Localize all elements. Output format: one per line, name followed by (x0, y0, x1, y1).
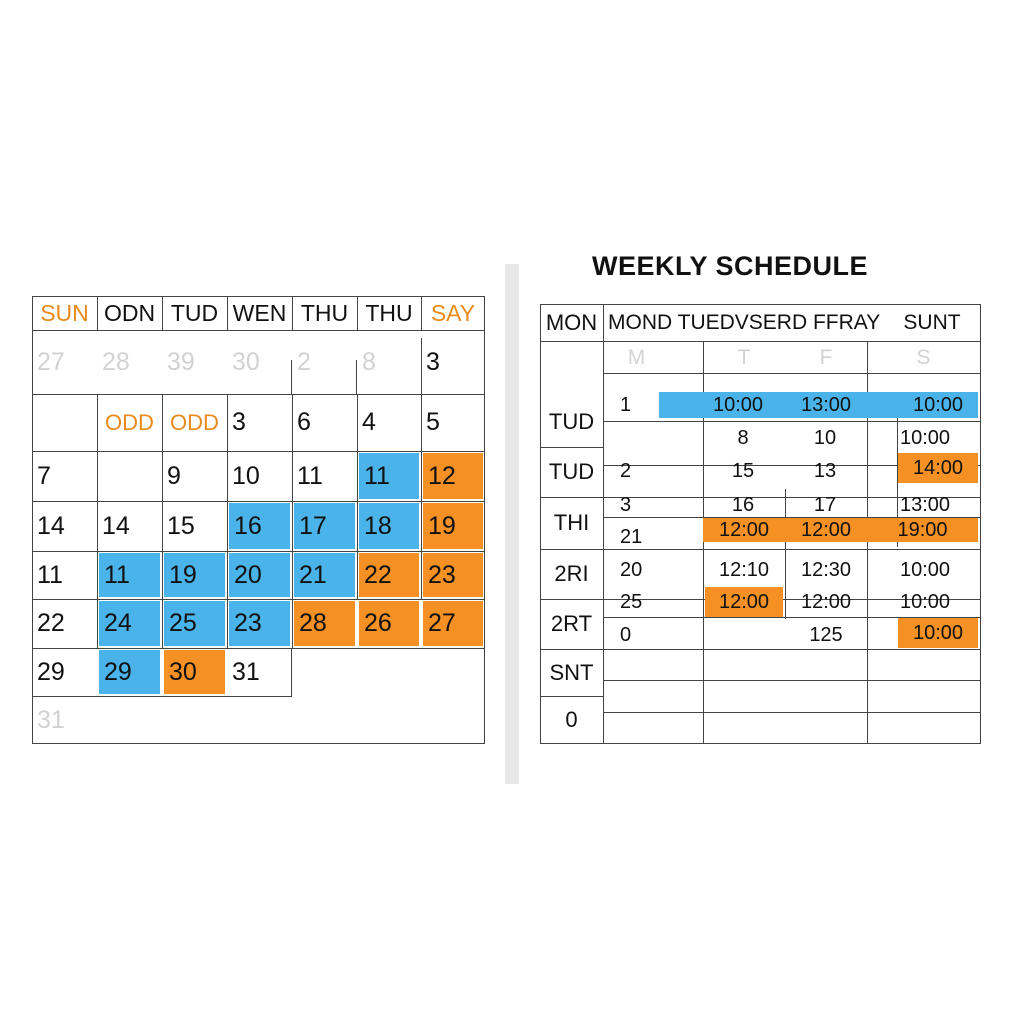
calendar-day-cell[interactable]: 11 (37, 560, 63, 589)
schedule-entry[interactable]: 3 (620, 493, 632, 516)
schedule-entry[interactable]: 20 (620, 558, 643, 581)
schedule-subheader-line (604, 373, 981, 374)
schedule-entry[interactable]: 21 (620, 525, 643, 548)
calendar-day-cell[interactable]: 10 (232, 461, 260, 490)
weekday-header: WEN (232, 299, 287, 326)
calendar-day-cell[interactable]: 7 (37, 461, 51, 490)
schedule-row-line (604, 549, 981, 550)
calendar-day-cell[interactable]: 12 (423, 453, 483, 499)
schedule-corner-header: MON (545, 309, 598, 335)
schedule-entry[interactable]: 13 (813, 459, 837, 482)
schedule-row-label: TUD (548, 408, 595, 434)
calendar-day-cell[interactable]: 19 (164, 553, 225, 597)
schedule-entry[interactable]: 12:00 (705, 587, 783, 617)
schedule-border-right (980, 304, 981, 744)
calendar-day-cell[interactable]: 11 (297, 461, 323, 490)
calendar-day-cell[interactable]: 6 (297, 408, 311, 436)
calendar-day-cell[interactable]: 5 (426, 408, 440, 436)
calendar-day-cell[interactable]: 31 (232, 657, 260, 686)
schedule-entry[interactable]: 14:00 (898, 453, 978, 483)
calendar-day-cell[interactable]: 30 (232, 347, 260, 376)
weekly-schedule (540, 304, 981, 744)
schedule-subheader-label: S (916, 345, 931, 369)
calendar-row-line (32, 551, 485, 552)
calendar-grid-line (97, 599, 98, 648)
calendar-day-cell[interactable]: 23 (423, 553, 483, 597)
schedule-entry[interactable]: 2 (620, 459, 632, 482)
calendar-grid-line (227, 599, 228, 648)
calendar-day-cell[interactable]: 22 (359, 553, 419, 597)
schedule-entry[interactable]: 10:00 (912, 393, 964, 416)
weekly-schedule-title: WEEKLY SCHEDULE (591, 251, 869, 281)
schedule-days-header: MOND TUEDVSERD FFRAY (608, 310, 881, 334)
schedule-entry[interactable]: 10:00 (898, 618, 978, 648)
calendar-day-cell[interactable]: 8 (362, 347, 376, 376)
calendar-day-cell[interactable]: 28 (102, 347, 130, 376)
calendar-day-cell[interactable]: 23 (229, 601, 290, 646)
calendar-day-cell[interactable]: 26 (359, 601, 419, 646)
schedule-entry[interactable]: 12:00 (800, 590, 852, 613)
calendar-day-cell[interactable]: 14 (37, 511, 65, 540)
schedule-entry[interactable]: 12:30 (800, 558, 852, 581)
calendar-day-cell[interactable]: 22 (37, 609, 65, 637)
calendar-day-cell[interactable]: 16 (229, 503, 290, 549)
calendar-day-cell[interactable]: ODD (170, 409, 219, 435)
calendar-day-cell[interactable]: 11 (359, 453, 419, 499)
schedule-row-label: SNT (549, 659, 594, 685)
schedule-row-line (604, 712, 981, 713)
schedule-entry[interactable]: 13:00 (800, 393, 852, 416)
calendar-border-bottom (32, 743, 485, 744)
schedule-entry[interactable]: 0 (620, 623, 632, 646)
weekday-header: ODN (103, 299, 156, 326)
calendar-day-cell[interactable]: 18 (359, 503, 419, 549)
schedule-entry[interactable]: 125 (809, 623, 843, 646)
schedule-subheader-label: M (627, 345, 646, 369)
calendar-day-cell[interactable]: 11 (99, 553, 160, 597)
calendar-day-cell[interactable]: 20 (229, 553, 290, 597)
month-calendar (32, 296, 485, 744)
calendar-day-cell[interactable]: 21 (294, 553, 355, 597)
schedule-entry[interactable]: 15 (731, 459, 755, 482)
calendar-day-cell[interactable]: 27 (423, 601, 483, 646)
schedule-row-label: THI (553, 510, 590, 535)
schedule-entry[interactable]: 19:00 (867, 518, 978, 542)
panel-divider (505, 264, 519, 784)
weekday-header: THU (300, 299, 349, 326)
schedule-row-label: 2RT (550, 611, 593, 636)
calendar-day-cell[interactable]: 9 (167, 461, 181, 490)
calendar-day-cell[interactable]: 2 (297, 347, 311, 376)
schedule-entry[interactable]: 10:00 (899, 426, 951, 449)
calendar-day-cell[interactable]: 25 (164, 601, 225, 646)
calendar-day-cell[interactable]: 30 (164, 650, 225, 694)
schedule-entry[interactable]: 17 (813, 493, 837, 516)
schedule-row-line (604, 680, 981, 681)
calendar-day-cell[interactable]: 29 (99, 650, 160, 694)
schedule-entry[interactable]: 10 (813, 426, 837, 449)
calendar-day-cell[interactable]: 27 (37, 347, 65, 376)
calendar-day-cell (32, 394, 97, 451)
calendar-day-cell[interactable]: 3 (232, 408, 246, 436)
schedule-subheader-label: T (737, 345, 751, 369)
calendar-day-cell[interactable]: 29 (37, 657, 65, 686)
calendar-day-cell[interactable]: 24 (99, 601, 160, 646)
schedule-entry[interactable]: 1 (620, 393, 632, 416)
calendar-grid-line (292, 599, 293, 648)
calendar-row-line (32, 599, 485, 600)
weekday-header: THU (365, 299, 413, 326)
schedule-entry[interactable]: 12:00 (785, 518, 867, 542)
schedule-row-line (604, 421, 981, 422)
schedule-row-label: TUD (548, 459, 595, 484)
calendar-day-cell[interactable]: 14 (102, 511, 130, 540)
weekday-header: TUD (170, 299, 219, 326)
schedule-entry[interactable]: 16 (731, 493, 755, 516)
calendar-day-cell[interactable]: 4 (362, 408, 376, 436)
schedule-subheader-label: F (819, 345, 833, 369)
calendar-day-cell[interactable]: 3 (426, 347, 440, 376)
calendar-day-cell[interactable]: 15 (167, 511, 195, 540)
weekday-header: SUN (40, 299, 89, 326)
calendar-day-cell[interactable]: 28 (294, 601, 355, 646)
schedule-border-bottom (540, 743, 981, 744)
schedule-entry[interactable]: 13:00 (899, 493, 951, 516)
calendar-day-cell[interactable]: ODD (105, 409, 154, 435)
calendar-day-cell (97, 451, 162, 501)
schedule-row-label: 0 (565, 707, 578, 732)
schedule-entry[interactable]: 10:00 (899, 558, 951, 581)
calendar-day-cell[interactable]: 17 (294, 503, 355, 549)
weekday-header: SAY (430, 299, 476, 326)
schedule-entry[interactable]: 12:10 (718, 558, 770, 581)
schedule-entry[interactable]: 10:00 (899, 590, 951, 613)
schedule-entry[interactable]: 25 (620, 590, 643, 613)
schedule-entry[interactable]: 10:00 (712, 393, 764, 416)
schedule-entry[interactable]: 12:00 (703, 518, 785, 542)
calendar-day-cell[interactable]: 39 (167, 347, 195, 376)
calendar-day-cell[interactable]: 31 (37, 705, 65, 734)
schedule-last-day-header: SUNT (903, 310, 961, 334)
calendar-grid-line (162, 599, 163, 648)
calendar-day-cell[interactable]: 19 (423, 503, 483, 549)
schedule-row-label: 2RI (554, 561, 589, 586)
schedule-entry[interactable]: 8 (737, 426, 749, 449)
